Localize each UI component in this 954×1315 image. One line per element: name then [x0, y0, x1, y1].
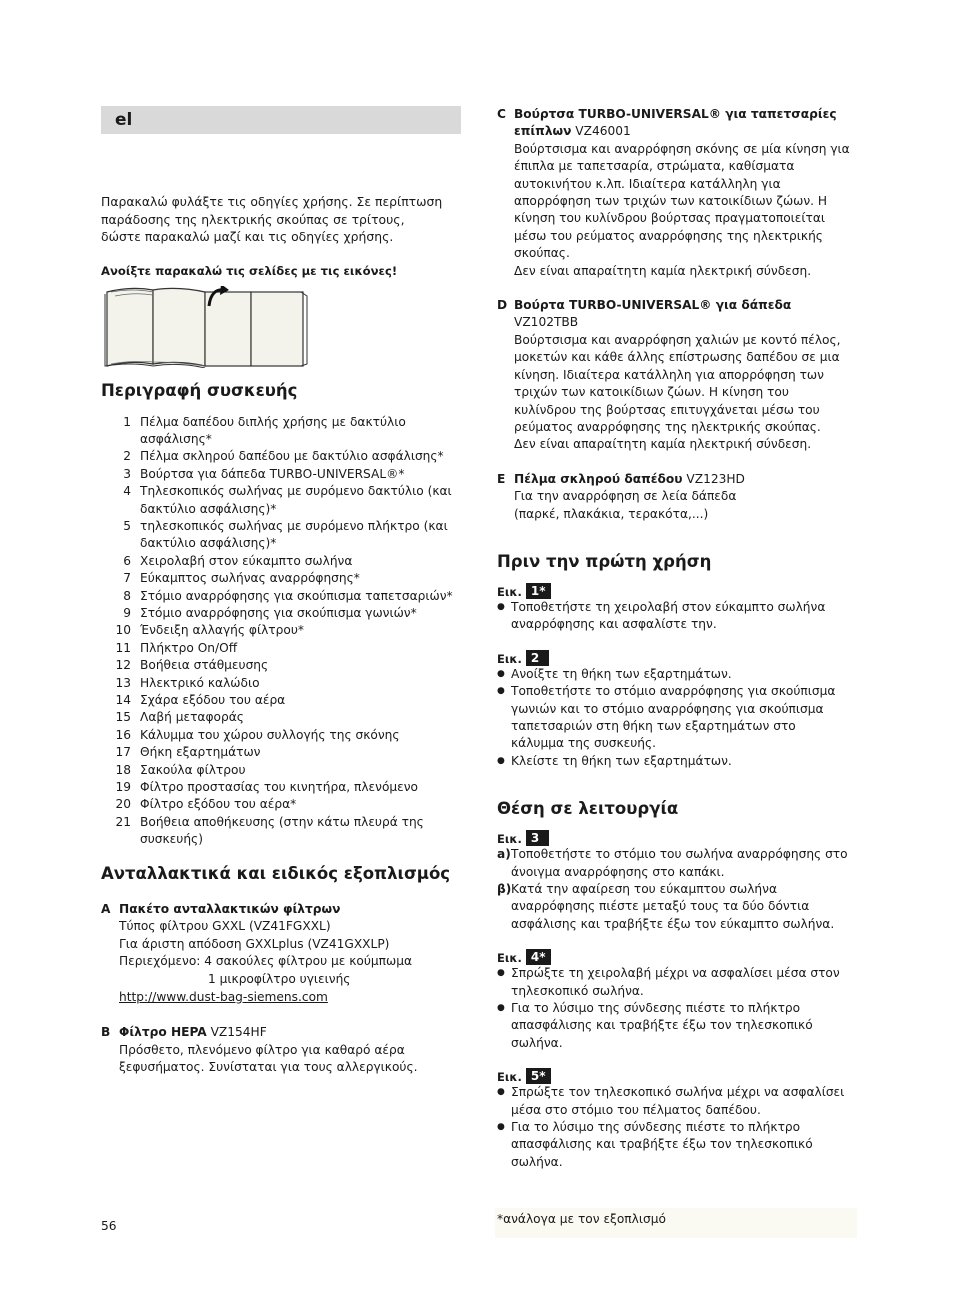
bullet-icon: ● — [497, 968, 505, 979]
part-label: Βοήθεια αποθήκευσης (στην κάτω πλευρά της συσκευής) — [140, 814, 424, 847]
accessory-text: Βούρτσισμα και αναρρόφηση σκόνης σε μία κίνηση για έπιπλα με ταπετσαρία, στρώματα, καθίσματα αυτοκινήτου κ.λπ. Ιδιαίτερα κατάλληλη για απορρόφηση των τριχών των κατοικίδιων ζώων. Η κίνηση του κυλίνδρου βούρτσας πραγματοποιείται μέσω του ρεύματος αναρρόφησης της ηλεκτρικής σκούπας. — [514, 141, 850, 261]
bullet-icon: ● — [497, 668, 505, 679]
parts-list-item — [101, 588, 461, 605]
dust-bag-link[interactable]: http://www.dust-bag-siemens.com — [119, 989, 328, 1004]
left-column — [101, 106, 461, 1077]
part-number: 21 — [115, 814, 131, 829]
parts-list-item — [101, 692, 461, 709]
figure-2-steps — [497, 666, 859, 770]
step-text: Τοποθετήστε το στόμιο του σωλήνα αναρρόφησης στο άνοιγμα αναρρόφησης στο καπάκι. — [511, 847, 848, 879]
parts-list — [101, 414, 461, 849]
part-number: 10 — [115, 623, 131, 638]
accessory-line: Για την αναρρόφηση σε λεία δάπεδα — [514, 489, 737, 504]
part-number: 19 — [115, 780, 131, 795]
bullet-step — [497, 965, 859, 1000]
parts-list-item — [101, 796, 461, 813]
accessory-line: (παρκέ, πλακάκια, τερακότα,...) — [514, 506, 709, 521]
accessory-note: Δεν είναι απαραίτητη καμία ηλεκτρική σύνδεση. — [514, 437, 812, 452]
bullet-icon: ● — [497, 755, 505, 766]
part-label: Βοήθεια στάθμευσης — [140, 658, 269, 673]
bullet-text: Σπρώξτε τον τηλεσκοπικό σωλήνα μέχρι να ασφαλίσει μέσα στο στόμιο του πέλματος δαπέδου. — [511, 1085, 845, 1117]
step-key: β) — [497, 882, 512, 896]
part-number: 1 — [123, 414, 131, 429]
accessory-text: Πρόσθετο, πλενόμενο φίλτρο για καθαρό αέρα ξεφυσήματος. Συνίσταται για τους αλλεργικούς. — [119, 1042, 418, 1075]
accessory-note: Δεν είναι απαραίτητη καμία ηλεκτρική σύνδεση. — [514, 263, 812, 278]
part-number: 17 — [115, 745, 131, 760]
accessory-code: VZ123HD — [686, 471, 745, 486]
part-label: Κάλυμμα του χώρου συλλογής της σκόνης — [140, 727, 400, 742]
accessory-name: Βούρτα TURBO-UNIVERSAL® για δάπεδα — [514, 298, 792, 313]
parts-list-item — [101, 605, 461, 622]
spare-parts-title: Ανταλλακτικά και ειδικός εξοπλισμός — [101, 863, 451, 883]
lettered-step — [497, 881, 859, 933]
part-number: 6 — [123, 553, 131, 568]
figure-ref-3 — [497, 826, 859, 846]
part-label: Πέλμα δαπέδου διπλής χρήσης με δακτύλιο ασφάλισης* — [140, 414, 406, 446]
bullet-icon: ● — [497, 1122, 505, 1133]
bullet-icon: ● — [497, 1087, 505, 1098]
parts-list-item — [101, 727, 461, 744]
bullet-text: Για το λύσιμο της σύνδεσης πιέστε το πλήκτρο απασφάλισης και τραβήξτε έξω τον τηλεσκοπικό σωλήνα. — [511, 1120, 813, 1169]
parts-list-item — [101, 709, 461, 726]
parts-list-item — [101, 814, 461, 849]
accessory-a — [101, 901, 461, 1007]
accessory-letter: A — [101, 901, 111, 916]
bullet-icon: ● — [497, 1003, 505, 1014]
accessory-name: Φίλτρο HEPA — [119, 1025, 207, 1040]
page-number: 56 — [101, 1219, 117, 1233]
figure-4-steps — [497, 965, 859, 1052]
part-label: Βούρτσα για δάπεδα TURBO-UNIVERSAL®* — [140, 466, 405, 481]
parts-list-item — [101, 657, 461, 674]
figure-label: Εικ. — [497, 1070, 522, 1085]
parts-list-item — [101, 640, 461, 657]
parts-list-item — [101, 466, 461, 483]
part-label: Θήκη εξαρτημάτων — [140, 745, 261, 760]
bullet-icon: ● — [497, 601, 505, 612]
part-label: Ηλεκτρικό καλώδιο — [140, 675, 260, 690]
figure-5-steps — [497, 1084, 859, 1171]
part-number: 20 — [115, 797, 131, 812]
figure-label: Εικ. — [497, 832, 522, 847]
figure-ref-2 — [497, 646, 859, 666]
accessory-letter: E — [497, 471, 506, 486]
accessory-line: Για άριστη απόδοση GXXLplus (VZ41GXXLP) — [119, 936, 390, 951]
lettered-step — [497, 846, 859, 881]
bullet-text: Ανοίξτε τη θήκη των εξαρτημάτων. — [511, 666, 732, 681]
part-label: Ένδειξη αλλαγής φίλτρου* — [140, 623, 304, 638]
accessory-code: VZ102TBB — [514, 315, 579, 330]
bullet-text: Κλείστε τη θήκη των εξαρτημάτων. — [511, 753, 732, 768]
language-bar: el — [101, 106, 461, 134]
bullet-step — [497, 753, 859, 770]
open-booklet-illustration — [101, 286, 309, 368]
accessory-code: VZ46001 — [575, 124, 631, 139]
accessory-text: Βούρτσισμα και αναρρόφηση χαλιών με κοντό πέλος, μοκετών και κάθε άλλης επίστρωσης δαπέδου σε μια κίνηση. Ιδιαίτερα κατάλληλη για απορρόφηση των τριχών των κατοικίδιων ζώων. Η κίνηση του κυλίνδρου της βούρτσας επιτυγχάνεται μέσω του ρεύματος αναρρόφησης της ηλεκτρικής σκούπας. — [514, 332, 841, 434]
parts-list-item — [101, 553, 461, 570]
part-number: 3 — [123, 466, 131, 481]
bullet-step — [497, 1084, 859, 1119]
bullet-text: Για το λύσιμο της σύνδεσης πιέστε το πλήκτρο απασφάλισης και τραβήξτε έξω τον τηλεσκοπικό σωλήνα. — [511, 1001, 813, 1050]
part-number: 4 — [123, 484, 131, 499]
accessory-b — [101, 1024, 461, 1077]
figure-label: Εικ. — [497, 651, 522, 666]
parts-list-item — [101, 744, 461, 761]
part-number: 5 — [123, 518, 131, 533]
parts-list-item — [101, 448, 461, 465]
part-label: Σχάρα εξόδου του αέρα — [140, 693, 286, 707]
part-number: 2 — [123, 449, 131, 464]
intro-text: Παρακαλώ φυλάξτε τις οδηγίες χρήσης. Σε περίπτωση παράδοσης της ηλεκτρικής σκούπας σε τρίτους, δώστε παρακαλώ μαζί και τις οδηγίες χρήσης. — [101, 194, 443, 244]
figure-ref-1 — [497, 579, 859, 599]
part-number: 18 — [115, 762, 131, 777]
accessory-code: VZ154HF — [210, 1025, 267, 1040]
accessory-name: Βούρτσα TURBO-UNIVERSAL® για ταπετσαρίες επίπλων — [514, 107, 837, 139]
parts-list-item — [101, 570, 461, 587]
parts-list-item — [101, 779, 461, 796]
bullet-step — [497, 666, 859, 683]
step-key: a) — [497, 847, 511, 862]
part-label: Στόμιο αναρρόφησης για σκούπισμα γωνιών* — [140, 605, 417, 620]
parts-list-item — [101, 762, 461, 779]
figure-number: 3 — [526, 830, 549, 846]
accessory-d — [497, 297, 859, 454]
figure-label: Εικ. — [497, 951, 522, 966]
parts-list-item — [101, 622, 461, 639]
bullet-step — [497, 683, 859, 753]
figure-number: 4* — [526, 949, 551, 965]
step-text: Κατά την αφαίρεση του εύκαμπτου σωλήνα αναρρόφησης πιέστε μεταξύ τους τα δύο δόντια ασφάλισης και τραβήξτε έξω τον εύκαμπτο σωλήνα. — [511, 882, 835, 931]
parts-list-item — [101, 518, 461, 553]
footnote: *ανάλογα με τον εξοπλισμό — [495, 1208, 857, 1238]
parts-list-item — [101, 675, 461, 692]
part-label: τηλεσκοπικός σωλήνας με συρόμενο πλήκτρο (και δακτύλιο ασφάλισης)* — [140, 518, 448, 551]
right-column — [497, 106, 859, 1171]
part-number: 15 — [115, 710, 131, 725]
figure-1-steps — [497, 599, 859, 634]
bullet-step — [497, 599, 859, 634]
part-number: 11 — [115, 640, 131, 655]
accessory-letter: C — [497, 107, 506, 121]
part-label: Πλήκτρο On/Off — [140, 640, 238, 655]
part-number: 14 — [115, 693, 131, 707]
part-number: 8 — [123, 588, 131, 603]
bullet-text: Σπρώξτε τη χειρολαβή μέχρι να ασφαλίσει μέσα στον τηλεσκοπικό σωλήνα. — [511, 966, 840, 998]
bullet-icon: ● — [497, 686, 505, 697]
bullet-text: Τοποθετήστε τη χειρολαβή στον εύκαμπτο σωλήνα αναρρόφησης και ασφαλίστε την. — [511, 599, 826, 632]
part-number: 16 — [115, 727, 131, 742]
device-description-title: Περιγραφή συσκευής — [101, 380, 298, 400]
figure-label: Εικ. — [497, 584, 522, 599]
bullet-text: Τοποθετήστε το στόμιο αναρρόφησης για σκούπισμα γωνιών και το στόμιο αναρρόφησης για σκούπισμα ταπετσαριών στη θήκη των εξαρτημάτων στο κάλυμμα της συσκευής. — [511, 684, 836, 751]
accessory-line: Περιεχόμενο: 4 σακούλες φίλτρου με κούμπωμα — [119, 954, 413, 969]
figure-number: 1* — [526, 583, 551, 599]
accessory-c — [497, 106, 859, 280]
figure-ref-4 — [497, 945, 859, 965]
accessory-e — [497, 471, 859, 523]
parts-list-item — [101, 414, 461, 449]
part-number: 7 — [123, 571, 131, 586]
figure-number: 5* — [526, 1068, 551, 1084]
part-number: 13 — [115, 675, 131, 690]
accessory-name: Πακέτο ανταλλακτικών φίλτρων — [119, 901, 341, 916]
figure-3-steps — [497, 846, 859, 933]
bullet-step — [497, 1119, 859, 1171]
accessory-name: Πέλμα σκληρού δαπέδου — [514, 471, 683, 486]
figure-number: 2 — [526, 650, 549, 666]
part-label: Φίλτρο προστασίας του κινητήρα, πλενόμενο — [140, 780, 419, 795]
operation-title: Θέση σε λειτουργία — [497, 799, 679, 819]
accessory-letter: B — [101, 1025, 111, 1040]
part-label: Φίλτρο εξόδου του αέρα* — [140, 797, 297, 812]
accessory-letter: D — [497, 298, 508, 313]
part-number: 12 — [115, 658, 131, 673]
part-label: Τηλεσκοπικός σωλήνας με συρόμενο δακτύλιο (και δακτύλιο ασφάλισης)* — [140, 484, 452, 516]
part-label: Λαβή μεταφοράς — [140, 710, 244, 725]
parts-list-item — [101, 483, 461, 518]
part-label: Στόμιο αναρρόφησης για σκούπισμα ταπετσαριών* — [140, 588, 453, 603]
part-label: Πέλμα σκληρού δαπέδου με δακτύλιο ασφάλισης* — [140, 449, 444, 464]
part-label: Σακούλα φίλτρου — [140, 762, 246, 777]
part-label: Εύκαμπτος σωλήνας αναρρόφησης* — [140, 571, 360, 586]
accessory-line: Τύπος φίλτρου GXXL (VZ41FGXXL) — [119, 919, 331, 934]
bullet-step — [497, 1000, 859, 1052]
figure-ref-5 — [497, 1064, 859, 1084]
open-pages-note: Ανοίξτε παρακαλώ τις σελίδες με τις εικόνες! — [101, 263, 398, 278]
before-first-use-title: Πριν την πρώτη χρήση — [497, 551, 712, 571]
accessory-line: 1 μικροφίλτρο υγιεινής — [208, 972, 351, 987]
part-number: 9 — [123, 605, 131, 620]
part-label: Χειρολαβή στον εύκαμπτο σωλήνα — [140, 553, 353, 568]
